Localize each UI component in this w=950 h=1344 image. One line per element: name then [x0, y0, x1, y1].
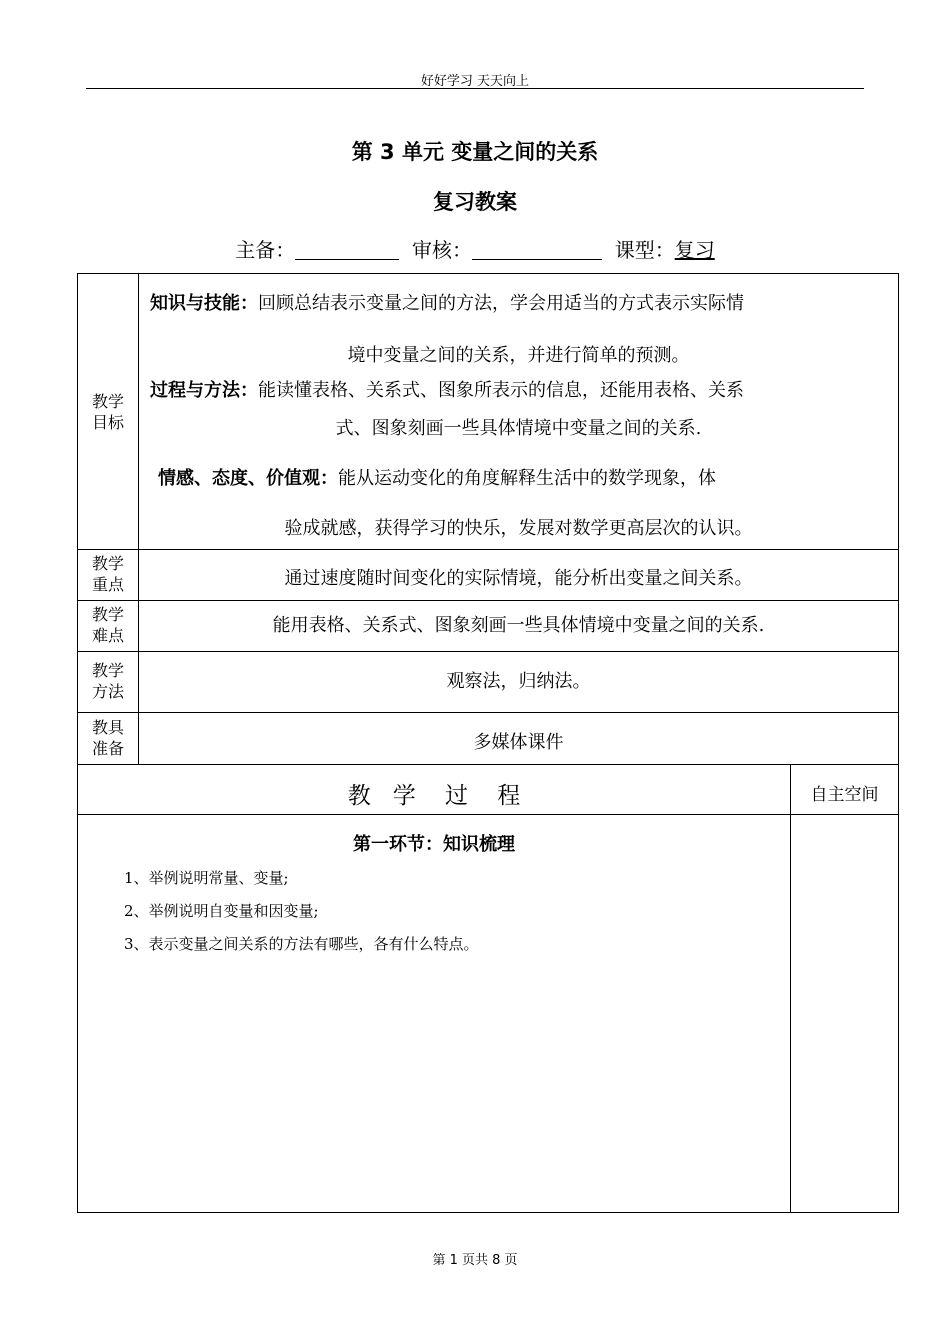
course-type-label: 课型： — [614, 238, 675, 262]
key-points-label: 教学 重点 — [91, 554, 124, 594]
preparer-label: 主备： — [235, 238, 296, 262]
emotion-line1 — [158, 464, 716, 490]
tools-label: 教具 准备 — [91, 718, 124, 758]
list-item: 2、举例说明自变量和因变量; — [124, 902, 319, 920]
objectives-label: 教学 目标 — [91, 392, 124, 432]
knowledge-text-1: 回顾总结表示变量之间的方法，学会用适当的方式表示实际情 — [258, 293, 744, 314]
row-divider — [77, 712, 899, 713]
methods-label: 教学 方法 — [91, 661, 124, 701]
difficulties-label: 教学 难点 — [91, 605, 124, 645]
course-type-value: 复习 — [674, 238, 715, 262]
key-points-text: 通过速度随时间变化的实际情境，能分析出变量之间关系。 — [284, 568, 753, 589]
page-footer: 第 1 页共 8 页 — [432, 1253, 518, 1268]
process-line1 — [150, 376, 744, 402]
side-column-divider — [790, 764, 791, 1213]
emotion-line2: 验成就感，获得学习的快乐，发展对数学更高层次的认识。 — [284, 518, 753, 539]
reviewer-blank — [472, 239, 602, 260]
header-divider — [86, 88, 864, 89]
list-item: 1、举例说明常量、变量; — [124, 869, 289, 887]
knowledge-line2: 境中变量之间的关系，并进行简单的预测。 — [347, 345, 690, 366]
side-space-heading: 自主空间 — [810, 785, 879, 805]
tools-text: 多媒体课件 — [473, 732, 564, 753]
process-text-1: 能读懂表格、关系式、图象所表示的信息，还能用表格、关系 — [258, 380, 744, 401]
emotion-heading: 情感、态度、价值观： — [158, 468, 338, 489]
meta-line — [0, 234, 950, 263]
section-title: 第一环节：知识梳理 — [353, 834, 515, 855]
list-item: 3、表示变量之间关系的方法有哪些，各有什么特点。 — [124, 935, 479, 953]
page-header: 好好学习 天天向上 — [420, 74, 530, 89]
process-heading: 过程与方法： — [150, 380, 258, 401]
knowledge-line1 — [150, 289, 744, 315]
methods-text: 观察法，归纳法。 — [446, 671, 591, 692]
unit-title: 第 3 单元 变量之间的关系 — [351, 140, 599, 164]
difficulties-text: 能用表格、关系式、图象刻画一些具体情境中变量之间的关系. — [272, 615, 765, 636]
row-divider — [77, 651, 899, 652]
row-divider — [77, 814, 899, 815]
reviewer-label: 审核： — [412, 238, 472, 262]
row-divider — [77, 549, 899, 550]
process-line2: 式、图象刻画一些具体情境中变量之间的关系. — [335, 418, 702, 439]
row-divider — [77, 600, 899, 601]
row-divider — [77, 764, 899, 765]
process-heading: 教 学 过 程 — [347, 783, 521, 809]
knowledge-heading: 知识与技能： — [150, 293, 258, 314]
preparer-blank — [295, 239, 399, 260]
emotion-text-1: 能从运动变化的角度解释生活中的数学现象，体 — [338, 468, 716, 489]
doc-subtitle: 复习教案 — [433, 190, 517, 214]
